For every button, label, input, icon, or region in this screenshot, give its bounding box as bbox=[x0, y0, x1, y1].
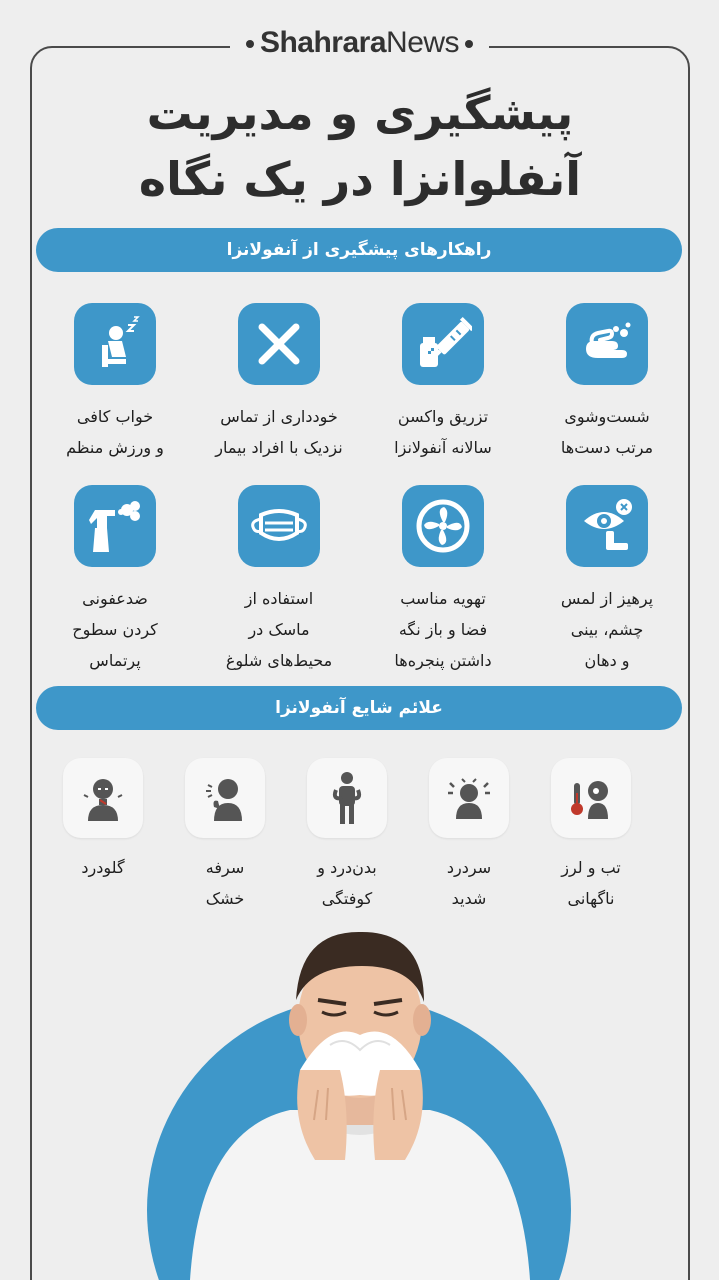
symptoms-heading: علائم شایع آنفولانزا bbox=[36, 686, 682, 730]
prevention-heading: راهکارهای پیشگیری از آنفولانزا bbox=[36, 228, 682, 272]
title-line-1: پیشگیری و مدیریت bbox=[146, 86, 574, 140]
prevention-label: پرهیز از لمس چشم، بینی و دهان bbox=[560, 589, 654, 670]
prevention-item-no-touch-face bbox=[532, 485, 682, 676]
prevention-label: ضدعفونی کردن سطوح پرتماس bbox=[72, 589, 158, 670]
prevention-item-disinfect bbox=[40, 485, 190, 676]
prevention-item-mask bbox=[204, 485, 354, 676]
sleep-exercise-icon bbox=[74, 303, 156, 385]
title-line-2: آنفلوانزا در یک نگاه bbox=[138, 152, 582, 206]
prevention-label: تزریق واکسن سالانه آنفولانزا bbox=[394, 407, 492, 457]
vaccine-syringe-icon bbox=[402, 303, 484, 385]
disinfectant-spray-icon bbox=[74, 485, 156, 567]
symptom-item-dry-cough bbox=[155, 758, 295, 914]
symptom-item-headache bbox=[399, 758, 539, 914]
brand-name-bold: Shahrara bbox=[259, 26, 387, 59]
symptom-label: بدن‌درد و کوفتگی bbox=[317, 858, 377, 908]
logo-dot-right bbox=[465, 40, 473, 48]
symptom-label: گلودرد bbox=[81, 858, 125, 877]
symptom-label: سردرد شدید bbox=[446, 858, 492, 908]
prevention-label: خواب کافی و ورزش منظم bbox=[66, 407, 164, 457]
symptom-item-body-ache bbox=[277, 758, 417, 914]
ventilation-fan-icon bbox=[402, 485, 484, 567]
symptom-item-sore-throat bbox=[33, 758, 173, 883]
dry-cough-icon bbox=[185, 758, 265, 838]
symptom-label: سرفه خشک bbox=[205, 858, 245, 908]
no-touch-face-icon bbox=[566, 485, 648, 567]
face-mask-icon bbox=[238, 485, 320, 567]
brand-logo bbox=[0, 26, 719, 60]
body-ache-icon bbox=[307, 758, 387, 838]
sneezing-man-illustration bbox=[0, 920, 719, 1280]
symptom-label: تب و لرز ناگهانی bbox=[561, 858, 621, 908]
brand-name-light: News bbox=[386, 26, 460, 59]
symptom-item-fever bbox=[521, 758, 661, 914]
hand-wash-icon bbox=[566, 303, 648, 385]
prevention-item-ventilation bbox=[368, 485, 518, 676]
prevention-item-hand-wash bbox=[532, 303, 682, 463]
page-title bbox=[60, 80, 660, 212]
sore-throat-icon bbox=[63, 758, 143, 838]
prevention-item-sleep bbox=[40, 303, 190, 463]
fever-chills-icon bbox=[551, 758, 631, 838]
no-contact-icon bbox=[238, 303, 320, 385]
prevention-item-no-contact bbox=[204, 303, 354, 463]
prevention-label: تهویه مناسب فضا و باز نگه داشتن پنجره‌ها bbox=[394, 589, 492, 670]
prevention-label: خودداری از تماس نزدیک با افراد بیمار bbox=[215, 407, 343, 457]
prevention-item-vaccine bbox=[368, 303, 518, 463]
prevention-label: شست‌وشوی مرتب دست‌ها bbox=[560, 407, 654, 457]
logo-dot-left bbox=[246, 40, 254, 48]
prevention-label: استفاده از ماسک در محیط‌های شلوغ bbox=[225, 589, 333, 670]
headache-icon bbox=[429, 758, 509, 838]
